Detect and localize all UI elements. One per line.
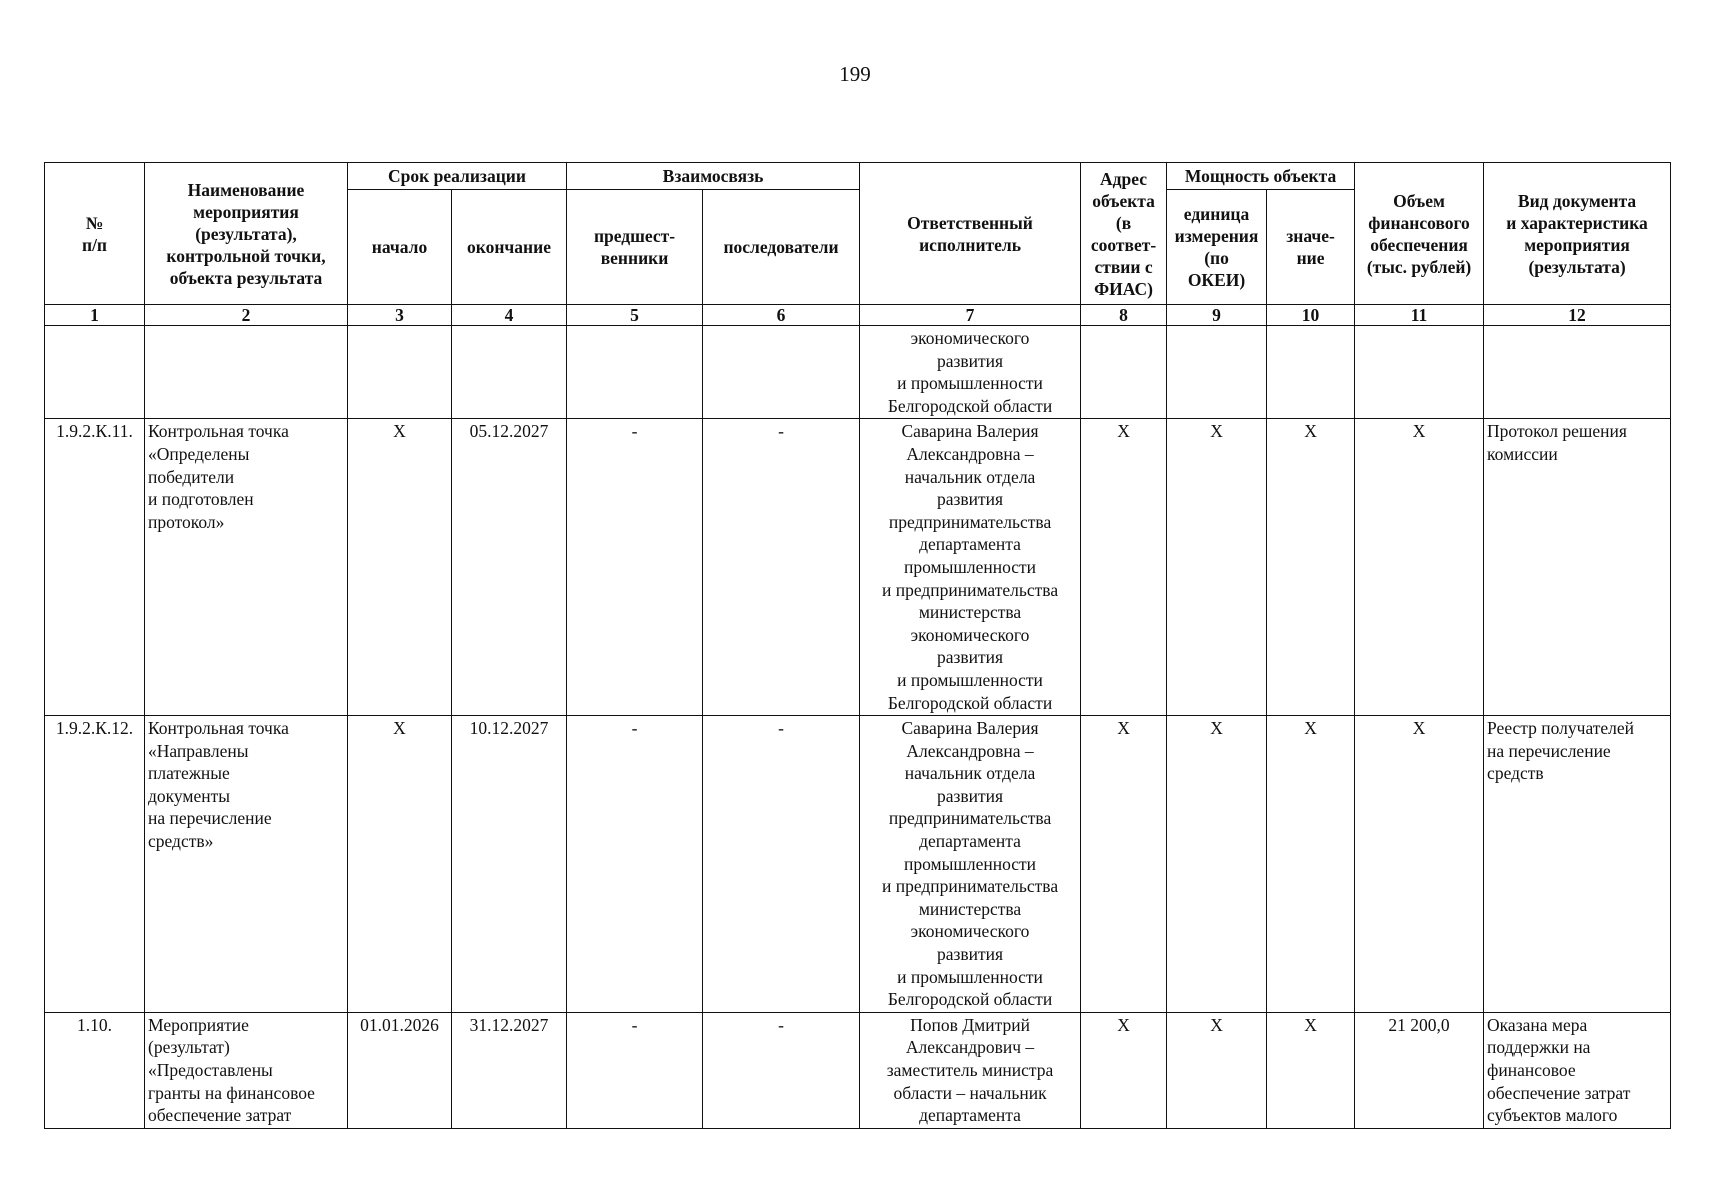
header-row-top xyxy=(45,163,1671,190)
row-successors: - xyxy=(703,419,860,716)
header-finance: Объем финансового обеспечения (тыс. рублей) xyxy=(1355,163,1484,305)
header-executor: Ответственный исполнитель xyxy=(860,163,1081,305)
column-number: 8 xyxy=(1081,305,1167,326)
row-address xyxy=(1081,326,1167,419)
row-finance: X xyxy=(1355,716,1484,1013)
header-no: № п/п xyxy=(45,163,145,305)
header-doc: Вид документа и характеристика мероприятия (результата) xyxy=(1484,163,1671,305)
row-doc: Протокол решения комиссии xyxy=(1484,419,1671,716)
row-value xyxy=(1267,326,1355,419)
row-value: X xyxy=(1267,419,1355,716)
row-executor: экономического развития и промышленности Белгородской области xyxy=(860,326,1081,419)
row-name xyxy=(145,326,348,419)
row-address: X xyxy=(1081,716,1167,1013)
header-unit: единица измерения (по ОКЕИ) xyxy=(1167,190,1267,305)
row-successors: - xyxy=(703,1012,860,1128)
column-number: 12 xyxy=(1484,305,1671,326)
row-number xyxy=(45,326,145,419)
row-address: X xyxy=(1081,1012,1167,1128)
header-relation-group: Взаимосвязь xyxy=(567,163,860,190)
row-successors: - xyxy=(703,716,860,1013)
row-number: 1.10. xyxy=(45,1012,145,1128)
row-executor: Саварина Валерия Александровна – начальник отдела развития предпринимательства департамента промышленности и предпринимательства министерства экономического развития и промышленности Белгородской области xyxy=(860,419,1081,716)
row-predecessors xyxy=(567,326,703,419)
column-number: 10 xyxy=(1267,305,1355,326)
row-start: 01.01.2026 xyxy=(348,1012,452,1128)
row-finance xyxy=(1355,326,1484,419)
header-value: значе- ние xyxy=(1267,190,1355,305)
header-start: начало xyxy=(348,190,452,305)
row-end xyxy=(452,326,567,419)
row-executor: Саварина Валерия Александровна – начальник отдела развития предпринимательства департамента промышленности и предпринимательства министерства экономического развития и промышленности Белгородской области xyxy=(860,716,1081,1013)
row-unit: X xyxy=(1167,716,1267,1013)
column-number: 2 xyxy=(145,305,348,326)
header-predecessors: предшест- венники xyxy=(567,190,703,305)
row-predecessors: - xyxy=(567,419,703,716)
row-end: 10.12.2027 xyxy=(452,716,567,1013)
table-row xyxy=(45,1012,1671,1128)
row-start: X xyxy=(348,419,452,716)
row-successors xyxy=(703,326,860,419)
row-predecessors: - xyxy=(567,716,703,1013)
plan-table xyxy=(44,162,1671,1129)
row-address: X xyxy=(1081,419,1167,716)
row-name: Мероприятие (результат) «Предоставлены гранты на финансовое обеспечение затрат xyxy=(145,1012,348,1128)
row-unit: X xyxy=(1167,1012,1267,1128)
row-start xyxy=(348,326,452,419)
table-row xyxy=(45,326,1671,419)
row-end: 31.12.2027 xyxy=(452,1012,567,1128)
header-name: Наименование мероприятия (результата), контрольной точки, объекта результата xyxy=(145,163,348,305)
column-number: 4 xyxy=(452,305,567,326)
page-number: 199 xyxy=(839,62,871,86)
row-number: 1.9.2.К.12. xyxy=(45,716,145,1013)
row-number: 1.9.2.К.11. xyxy=(45,419,145,716)
column-number: 5 xyxy=(567,305,703,326)
header-end: окончание xyxy=(452,190,567,305)
row-doc: Реестр получателей на перечисление средств xyxy=(1484,716,1671,1013)
row-name: Контрольная точка «Определены победители и подготовлен протокол» xyxy=(145,419,348,716)
column-number: 6 xyxy=(703,305,860,326)
column-number: 7 xyxy=(860,305,1081,326)
row-executor: Попов Дмитрий Александрович – заместитель министра области – начальник департамента xyxy=(860,1012,1081,1128)
table-row xyxy=(45,419,1671,716)
row-finance: 21 200,0 xyxy=(1355,1012,1484,1128)
column-numbers-row xyxy=(45,305,1671,326)
row-unit xyxy=(1167,326,1267,419)
row-unit: X xyxy=(1167,419,1267,716)
row-end: 05.12.2027 xyxy=(452,419,567,716)
row-finance: X xyxy=(1355,419,1484,716)
row-predecessors: - xyxy=(567,1012,703,1128)
row-start: X xyxy=(348,716,452,1013)
column-number: 9 xyxy=(1167,305,1267,326)
row-value: X xyxy=(1267,1012,1355,1128)
header-address: Адрес объекта (в соответ- ствии с ФИАС) xyxy=(1081,163,1167,305)
row-doc: Оказана мера поддержки на финансовое обеспечение затрат субъектов малого xyxy=(1484,1012,1671,1128)
column-number: 3 xyxy=(348,305,452,326)
row-doc xyxy=(1484,326,1671,419)
table-row xyxy=(45,716,1671,1013)
header-term-group: Срок реализации xyxy=(348,163,567,190)
header-capacity-group: Мощность объекта xyxy=(1167,163,1355,190)
row-name: Контрольная точка «Направлены платежные документы на перечисление средств» xyxy=(145,716,348,1013)
column-number: 1 xyxy=(45,305,145,326)
row-value: X xyxy=(1267,716,1355,1013)
column-number: 11 xyxy=(1355,305,1484,326)
header-successors: последователи xyxy=(703,190,860,305)
